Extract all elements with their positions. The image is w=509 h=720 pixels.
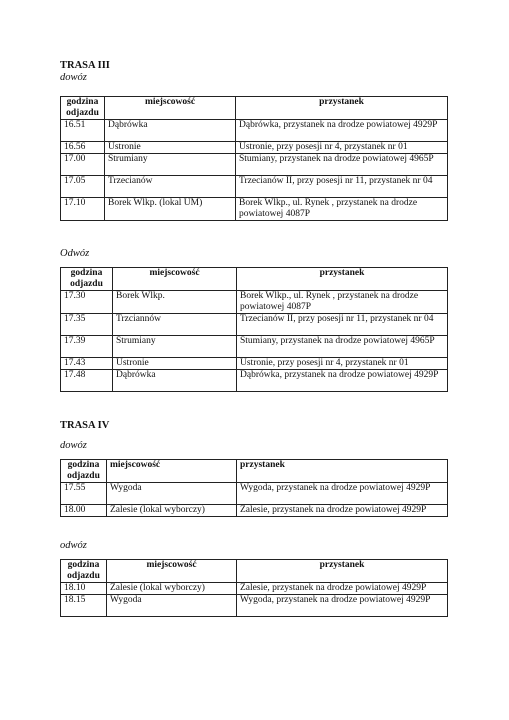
locality-cell: Borek Wlkp. xyxy=(113,291,237,314)
stop-cell: Zalesie, przystanek na drodze powiatowej 4929P xyxy=(237,505,448,517)
table-header-row xyxy=(61,97,448,120)
time-cell: 16.56 xyxy=(61,142,105,154)
stop-cell: Wygoda, przystanek na drodze powiatowej 4929P xyxy=(237,483,448,505)
route3-title: TRASA III xyxy=(60,60,110,71)
locality-cell: Trzciannów xyxy=(113,314,237,336)
stop-cell: Ustronie, przy posesji nr 4, przystanek nr 01 xyxy=(236,142,448,154)
header-departure-time: godzina odjazdu xyxy=(61,97,105,120)
stop-cell: Borek Wlkp., ul. Rynek , przystanek na drodze powiatowej 4087P xyxy=(237,291,448,314)
header-stop: przystanek xyxy=(236,97,448,120)
stop-cell: Trzecianów II, przy posesji nr 11, przystanek nr 04 xyxy=(236,176,448,198)
time-cell: 18.15 xyxy=(61,595,107,617)
time-cell: 17.55 xyxy=(61,483,107,505)
locality-cell: Zalesie (lokal wyborczy) xyxy=(107,505,237,517)
time-cell: 17.30 xyxy=(61,291,113,314)
locality-cell: Dąbrówka xyxy=(113,370,237,392)
locality-cell: Ustronie xyxy=(105,142,236,154)
locality-cell: Borek Wlkp. (lokal UM) xyxy=(105,198,236,221)
table-row xyxy=(61,583,448,595)
stop-cell: Stumiany, przystanek na drodze powiatowej 4965P xyxy=(236,154,448,176)
header-stop: przystanek xyxy=(237,268,448,291)
table-row xyxy=(61,505,448,517)
route4-to-table xyxy=(60,459,448,517)
header-departure-time: godzina odjazdu xyxy=(61,560,107,583)
route4-from-label: odwóz xyxy=(60,540,87,551)
route3-from-label: Odwóz xyxy=(60,248,90,259)
stop-cell: Wygoda, przystanek na drodze powiatowej 4929P xyxy=(237,595,448,617)
locality-cell: Ustronie xyxy=(113,358,237,370)
time-cell: 17.43 xyxy=(61,358,113,370)
table-row xyxy=(61,336,448,358)
table-header-row xyxy=(61,460,448,483)
time-cell: 17.05 xyxy=(61,176,105,198)
header-locality: miejscowość xyxy=(107,460,237,483)
time-cell: 18.00 xyxy=(61,505,107,517)
route4-from-table xyxy=(60,559,448,617)
locality-cell: Strumiany xyxy=(113,336,237,358)
stop-cell: Dąbrówka, przystanek na drodze powiatowej 4929P xyxy=(237,370,448,392)
header-locality: miejscowość xyxy=(107,560,237,583)
stop-cell: Trzecianów II, przy posesji nr 11, przystanek nr 04 xyxy=(237,314,448,336)
header-stop: przystanek xyxy=(237,460,448,483)
route3-from-table xyxy=(60,267,448,392)
locality-cell: Wygoda xyxy=(107,595,237,617)
route3-to-table xyxy=(60,96,448,221)
table-row xyxy=(61,358,448,370)
header-stop: przystanek xyxy=(237,560,448,583)
table-row xyxy=(61,291,448,314)
time-cell: 16.51 xyxy=(61,120,105,142)
time-cell: 18.10 xyxy=(61,583,107,595)
table-row xyxy=(61,314,448,336)
time-cell: 17.10 xyxy=(61,198,105,221)
table-row xyxy=(61,154,448,176)
stop-cell: Borek Wlkp., ul. Rynek , przystanek na drodze powiatowej 4087P xyxy=(236,198,448,221)
stop-cell: Zalesie, przystanek na drodze powiatowej 4929P xyxy=(237,583,448,595)
table-row xyxy=(61,120,448,142)
header-departure-time: godzina odjazdu xyxy=(61,460,107,483)
table-row xyxy=(61,595,448,617)
header-locality: miejscowość xyxy=(105,97,236,120)
table-row xyxy=(61,483,448,505)
table-header-row xyxy=(61,268,448,291)
time-cell: 17.48 xyxy=(61,370,113,392)
locality-cell: Zalesie (lokal wyborczy) xyxy=(107,583,237,595)
time-cell: 17.39 xyxy=(61,336,113,358)
header-departure-time: godzina odjazdu xyxy=(61,268,113,291)
locality-cell: Strumiany xyxy=(105,154,236,176)
table-row xyxy=(61,198,448,221)
locality-cell: Wygoda xyxy=(107,483,237,505)
stop-cell: Dąbrówka, przystanek na drodze powiatowej 4929P xyxy=(236,120,448,142)
locality-cell: Dąbrówka xyxy=(105,120,236,142)
time-cell: 17.00 xyxy=(61,154,105,176)
header-locality: miejscowość xyxy=(113,268,237,291)
stop-cell: Stumiany, przystanek na drodze powiatowej 4965P xyxy=(237,336,448,358)
table-row xyxy=(61,142,448,154)
table-row xyxy=(61,370,448,392)
route4-to-label: dowóz xyxy=(60,440,87,451)
route3-to-label: dowóz xyxy=(60,72,87,83)
table-header-row xyxy=(61,560,448,583)
table-row xyxy=(61,176,448,198)
time-cell: 17.35 xyxy=(61,314,113,336)
stop-cell: Ustronie, przy posesji nr 4, przystanek nr 01 xyxy=(237,358,448,370)
route4-title: TRASA IV xyxy=(60,420,110,431)
locality-cell: Trzecianów xyxy=(105,176,236,198)
